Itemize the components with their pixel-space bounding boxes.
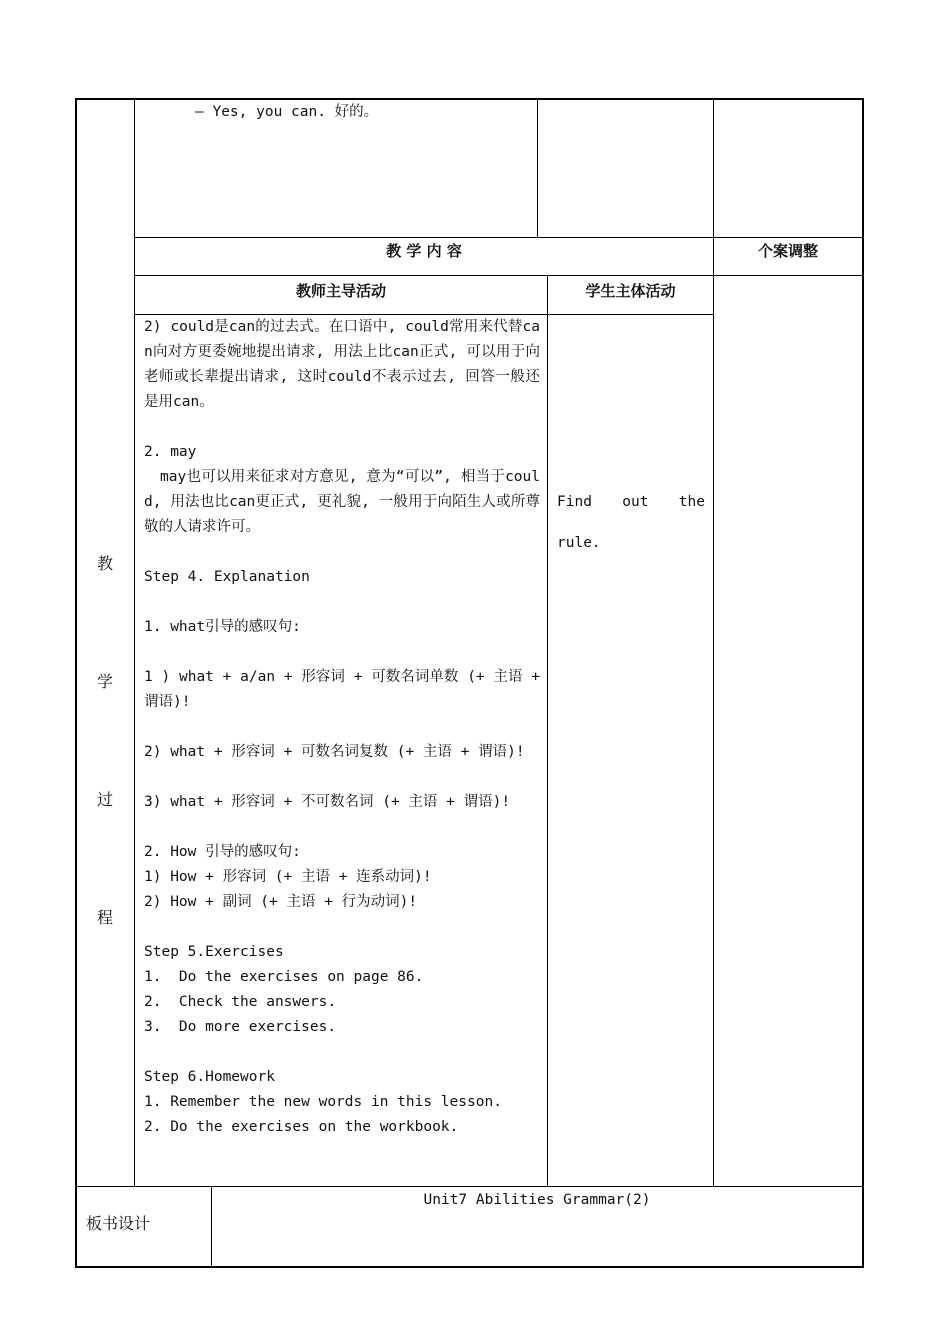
col-divider-student [547,275,548,1187]
side-label-char-2: 学 [97,672,114,691]
col-divider-top-mid [537,98,538,238]
dialogue-line: — Yes, you can. 好的。 [195,104,379,120]
side-label-char-3: 过 [97,790,114,809]
col-divider-side [134,98,135,1187]
may-title: 2. may [144,444,197,460]
what-title: 1. what引导的感叹句: [144,619,301,635]
how-rule-1: 1) How + 形容词 (+ 主语 + 连系动词)! [144,869,432,885]
col-divider-adjust [713,98,714,1187]
student-activity-line-1: Find out the [557,494,705,510]
board-design-title: Unit7 Abilities Grammar(2) [423,1192,651,1208]
what-rule-2: 2) what + 形容词 + 可数名词复数 (+ 主语 + 谓语)! [144,744,525,760]
table-border-bottom [75,1266,864,1268]
student-activity-header: 学生主体活动 [585,282,676,300]
step6-title: Step 6.Homework [144,1069,275,1085]
homework-item-1: 1. Remember the new words in this lesson. [144,1094,502,1110]
student-activity-line-2: rule. [557,535,601,551]
row-divider-board [75,1186,864,1187]
plan-adjust-header: 个案调整 [757,242,818,260]
side-label-char-4: 程 [97,908,114,927]
homework-item-2: 2. Do the exercises on the workbook. [144,1119,459,1135]
teacher-activity-header: 教师主导活动 [295,282,386,300]
step4-title: Step 4. Explanation [144,569,310,585]
could-note: 2) could是can的过去式。在口语中, could常用来代替can向对方更委婉地提出请求, 用法上比can正式, 可以用于向老师或长辈提出请求, 这时could不表示过去, 回答一般还是用can。 [144,319,540,410]
teacher-content [144,315,540,1140]
what-rule-3: 3) what + 形容词 + 不可数名词 (+ 主语 + 谓语)! [144,794,511,810]
what-rule-1: 1 ) what + a/an + 形容词 + 可数名词单数 (+ 主语 + 谓语)! [144,669,540,710]
exercise-item-3: 3. Do more exercises. [144,1019,337,1035]
how-title: 2. How 引导的感叹句: [144,844,301,860]
exercise-item-2: 2. Check the answers. [144,994,337,1010]
row-divider-content-header [134,237,863,238]
table-border-top [75,98,864,100]
how-rule-2: 2) How + 副词 (+ 主语 + 行为动词)! [144,894,418,910]
exercise-item-1: 1. Do the exercises on page 86. [144,969,424,985]
may-note: may也可以用来征求对方意见, 意为“可以”, 相当于could, 用法也比can更正式, 更礼貌, 一般用于向陌生人或所尊敬的人请求许可。 [144,469,540,535]
side-label-char-1: 教 [97,554,114,573]
teaching-content-header: 教 学 内 容 [386,242,462,260]
table-border-left [75,98,77,1268]
board-design-label: 板书设计 [86,1214,151,1233]
row-divider-sub-header [134,275,863,276]
step5-title: Step 5.Exercises [144,944,284,960]
table-border-right [862,98,864,1268]
